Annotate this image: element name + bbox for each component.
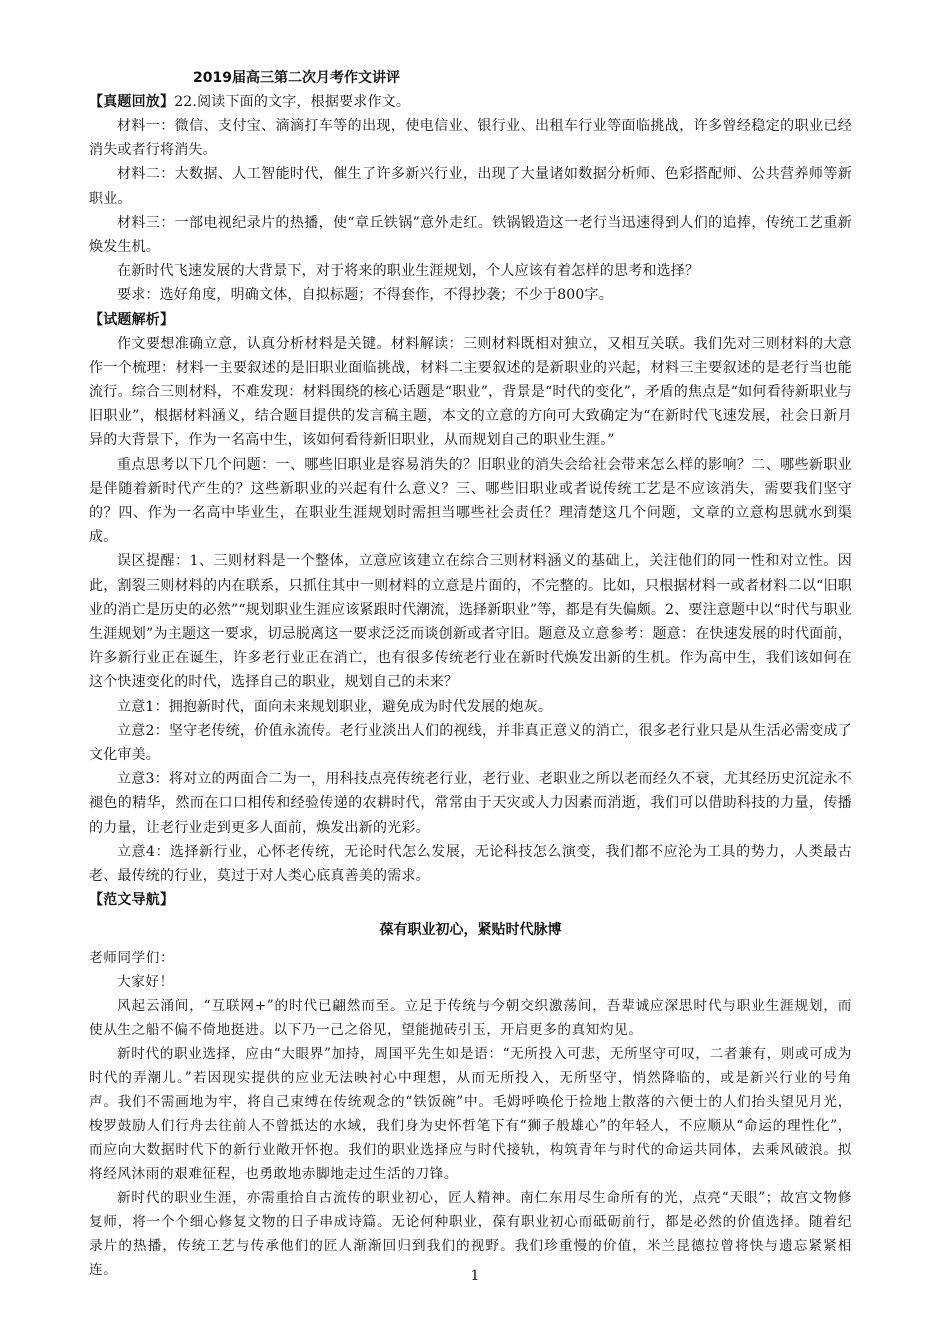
section-heading-analysis-label: 【试题解析】 xyxy=(89,311,175,328)
section-heading-sample-label: 【范文导航】 xyxy=(89,892,175,909)
essay-paragraph: 新时代的职业选择，应由“大眼界”加持，周国平先生如是语：“无所投入可悲，无所坚守可叹，二者兼有，则或可成为时代的弄潮儿。”若因现实提供的应业无法映衬心中理想，从而无所投入，无所坚守，悄然降临的，或是新兴行业的号角声。我们不需画地为牢，将自己束缚在传统观念的“铁饭碗”中。毛姆呼唤伦于捡地上散落的六便士的人们抬头望见月光，梭罗鼓励人们行舟去往前人不曾抵达的水域，我们身为史怀哲笔下有“狮子般雄心”的年轻人，不应顺从“命运的理性化”，而应向大数据时代下的新行业敞开怀抱。我们的职业选择应与时代接轨，构筑青年与时代的命运共同体，去乘风破浪。拟将经风沐雨的艰难征程，也勇敢地赤脚地走过生活的刀锋。 xyxy=(89,1046,852,1183)
essay-title: 葆有职业初心，紧贴时代脉博 xyxy=(379,922,562,939)
document-title: 2019届高三第二次月考作文讲评 xyxy=(193,70,400,86)
document-body xyxy=(89,66,852,1282)
material-one: 材料一：微信、支付宝、滴滴打车等的出现，使电信业、银行业、出租车行业等面临挑战，许多曾经稳定的职业已经消失或者行将消失。 xyxy=(89,118,852,159)
thesis-option-3: 立意3：将对立的两面合二为一，用科技点亮传统老行业，老行业、老职业之所以老而经久不衰，尤其经历史沉淀永不褪色的精华，然而在口口相传和经验传递的农耕时代，常常由于天灾或人力因素而消逝，我们可以借助科技的力量，传播的力量，让老行业走到更多人面前，焕发出新的光彩。 xyxy=(89,771,852,836)
essay-greeting: 老师同学们： xyxy=(89,950,175,967)
question-requirements: 要求：选好角度，明确文体，自拟标题；不得套作，不得抄袭；不少于800字。 xyxy=(117,287,613,304)
material-two: 材料二：大数据、人工智能时代，催生了许多新兴行业，出现了大量诸如数据分析师、色彩搭配师、公共营养师等新职业。 xyxy=(89,166,852,207)
essay-paragraph: 风起云涌间，“互联网+”的时代已翩然而至。立足于传统与今朝交织激荡间，吾辈诚应深思时代与职业生涯规划，而使从生之船不偏不倚地挺进。以下乃一己之俗见，望能抛砖引玉，开启更多的真知灼见。 xyxy=(89,998,852,1039)
thesis-option-2: 立意2：坚守老传统，价值永流传。老行业淡出人们的视线，并非真正意义的消亡，很多老行业只是从生活必需变成了文化审美。 xyxy=(89,722,852,764)
page-number: 1 xyxy=(470,1268,480,1284)
section-heading-real-exam: 【真题回放】 xyxy=(89,94,175,110)
question-intro: 22.阅读下面的文字，根据要求作文。 xyxy=(174,94,411,110)
material-three: 材料三：一部电视纪录片的热播，使“章丘铁锅”意外走红。铁锅锻造这一老行当迅速得到人们的追捧，传统工艺重新焕发生机。 xyxy=(89,214,852,256)
section-heading-sample xyxy=(89,888,852,912)
analysis-paragraph: 重点思考以下几个问题：一、哪些旧职业是容易消失的？旧职业的消失会给社会带来怎么样的影响？二、哪些新职业是伴随着新时代产生的？这些新职业的兴起有什么意义？三、哪些旧职业或者说传统工艺是不应该消失，需要我们坚守的？四、作为一名高中毕业生，在职业生涯规划时需担当哪些社会责任？理清楚这几个问题，文章的立意构思就水到渠成。 xyxy=(89,456,852,546)
question-prompt: 在新时代飞速发展的大背景下，对于将来的职业生涯规划，个人应该有着怎样的思考和选择？ xyxy=(117,263,700,280)
thesis-option-1: 立意1：拥抱新时代，面向未来规划职业，避免成为时代发展的炮灰。 xyxy=(117,698,553,715)
essay-paragraph: 新时代的职业生涯，亦需重拾自古流传的职业初心，匠人精神。南仁东用尽生命所有的光，点亮“天眼”；故宫文物修复师，将一个个细心修复文物的日子串成诗篇。无论何种职业，葆有职业初心而砥砺前行，都是必然的价值选择。随着纪录片的热播，传统工艺与传承他们的匠人渐渐回归到我们的视野。我们珍重慢的价值，米兰昆德拉曾将快与遗忘紧紧相连。 xyxy=(89,1190,852,1279)
section-heading-analysis xyxy=(89,308,852,332)
thesis-option-4: 立意4：选择新行业，心怀老传统，无论时代怎么发展，无论科技怎么演变，我们都不应沦为工具的势力，人类最古老、最传统的行业，莫过于对人类心底真善美的需求。 xyxy=(89,843,852,885)
section-real-exam xyxy=(89,90,852,114)
analysis-paragraph: 误区提醒：1、三则材料是一个整体，立意应该建立在综合三则材料涵义的基础上，关注他们的同一性和对立性。因此，割裂三则材料的内在联系，只抓住其中一则材料的立意是片面的，不完整的。比如，只根据材料一或者材料二以“旧职业的消亡是历史的必然”“规划职业生涯应该紧跟时代潮流，选择新职业”等，都是有失偏颇。2、要注意题中以“时代与职业生涯规划”为主题这一要求，切忌脱离这一要求泛泛而谈创新或者守旧。题意及立意参考：题意：在快速发展的时代面前，许多新行业正在诞生，许多老行业正在消亡，也有很多传统老行业在新时代焕发出新的生机。作为高中生，我们该如何在这个快速变化的时代，选择自己的职业，规划自己的未来？ xyxy=(89,553,852,691)
sample-essay xyxy=(89,946,852,1282)
essay-paragraph: 大家好！ xyxy=(117,974,174,991)
analysis-paragraph: 作文要想准确立意，认真分析材料是关键。材料解读：三则材料既相对独立，又相互关联。我们先对三则材料的大意作一个梳理：材料一主要叙述的是旧职业面临挑战，材料二主要叙述的是新职业的兴起，材料三主要叙述的是老行当也能流行。综合三则材料，不难发现：材料围绕的核心话题是“职业”，背景是“时代的变化”，矛盾的焦点是“如何看待新职业与旧职业”，根据材料涵义，结合题目提供的发言稿主题，本文的立意的方向可大致确定为“在新时代飞速发展，社会日新月异的大背景下，作为一名高中生，该如何看待新旧职业，从而规划自己的职业生涯。” xyxy=(89,335,852,449)
